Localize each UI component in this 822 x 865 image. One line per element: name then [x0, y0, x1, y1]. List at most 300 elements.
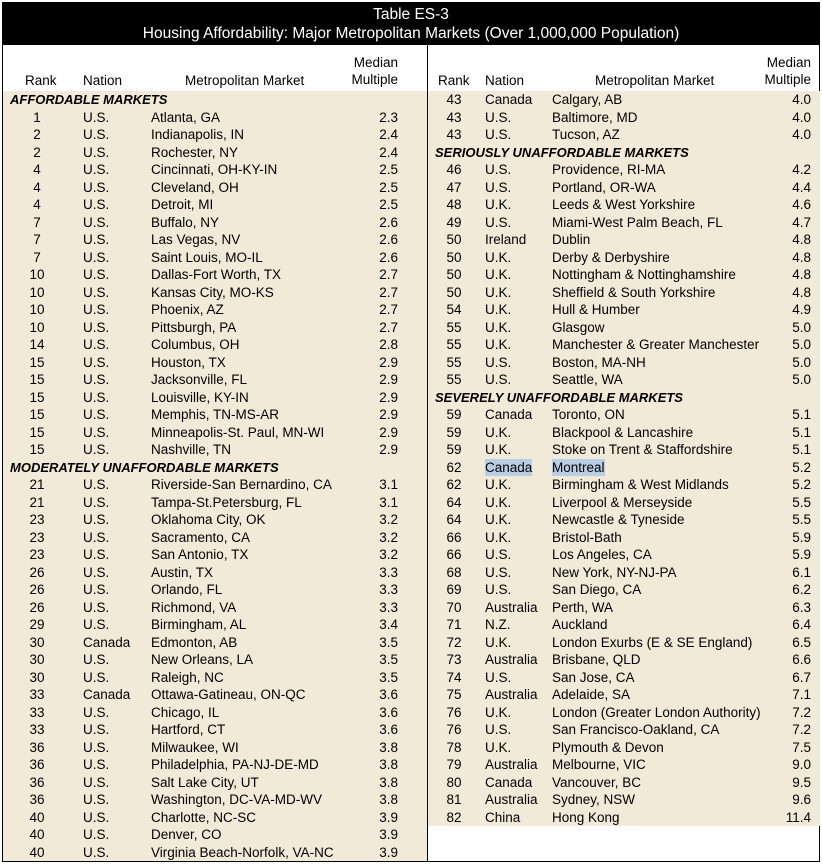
- nation-cell: U.K.: [485, 267, 512, 282]
- rank-cell: 72: [446, 634, 462, 650]
- multiple-cell: 3.5: [379, 652, 398, 667]
- rank-cell: 43: [446, 109, 462, 125]
- table-row: [3, 371, 427, 389]
- nation-cell: U.S.: [83, 389, 110, 405]
- rank-cell: 64: [446, 512, 462, 527]
- nation-cell: Canada: [83, 634, 131, 650]
- nation-cell: U.S.: [83, 179, 110, 195]
- multiple-cell: 3.9: [379, 844, 398, 860]
- multiple-cell: 2.9: [379, 354, 398, 370]
- rank-cell: 50: [446, 267, 462, 282]
- multiple-cell: 4.2: [792, 162, 811, 177]
- rank-cell: 4: [33, 179, 41, 195]
- multiple-cell: 2.9: [379, 389, 398, 405]
- table-row: [3, 161, 427, 179]
- nation-cell: U.S.: [485, 669, 512, 685]
- table-row: [428, 809, 820, 827]
- nation-cell: U.S.: [485, 354, 512, 370]
- nation-cell: U.K.: [485, 302, 512, 317]
- metro-cell: Riverside-San Bernardino, CA: [151, 477, 332, 492]
- nation-cell: Canada: [485, 459, 533, 475]
- nation-cell: U.S.: [83, 162, 110, 177]
- col-rank-header: Rank: [438, 73, 470, 88]
- multiple-cell: 5.0: [792, 354, 811, 370]
- table-row: [3, 406, 427, 424]
- nation-cell: U.K.: [485, 249, 512, 265]
- nation-cell: U.S.: [83, 722, 110, 737]
- col-multiple-header: [764, 54, 811, 88]
- multiple-cell: 7.2: [792, 704, 811, 720]
- nation-cell: U.S.: [83, 774, 110, 790]
- rank-cell: 2: [33, 127, 41, 142]
- table-row: [428, 109, 820, 127]
- nation-cell: U.K.: [485, 704, 512, 720]
- rank-cell: 15: [29, 372, 45, 387]
- nation-cell: U.K.: [485, 337, 512, 352]
- metro-cell: Indianapolis, IN: [151, 127, 245, 142]
- multiple-cell: 5.1: [792, 407, 811, 422]
- rank-cell: 75: [446, 687, 462, 702]
- nation-cell: Canada: [485, 774, 533, 790]
- metro-cell: Birmingham & West Midlands: [552, 477, 729, 492]
- rank-cell: 43: [446, 127, 462, 142]
- metro-cell: Virginia Beach-Norfolk, VA-NC: [151, 844, 334, 860]
- table-row: [428, 214, 820, 232]
- nation-cell: Australia: [485, 757, 538, 772]
- metro-cell: Newcastle & Tyneside: [552, 512, 685, 527]
- nation-cell: Australia: [485, 599, 538, 615]
- nation-cell: U.S.: [485, 547, 512, 562]
- multiple-cell: 4.8: [792, 267, 811, 282]
- table-row: [3, 424, 427, 442]
- nation-cell: Canada: [485, 407, 533, 422]
- nation-cell: U.S.: [83, 599, 110, 615]
- metro-cell: Dallas-Fort Worth, TX: [151, 267, 282, 282]
- multiple-cell: 2.9: [379, 372, 398, 387]
- multiple-cell: 5.2: [792, 477, 811, 492]
- multiple-cell: 3.3: [379, 599, 398, 615]
- table-row: [428, 284, 820, 302]
- rank-cell: 70: [446, 599, 462, 615]
- metro-cell: Nottingham & Nottinghamshire: [552, 267, 736, 282]
- nation-cell: U.S.: [83, 214, 110, 230]
- multiple-cell: 6.6: [792, 652, 811, 667]
- table-row: [3, 231, 427, 249]
- multiple-cell: 5.0: [792, 337, 811, 352]
- multiple-cell: 4.0: [792, 109, 811, 125]
- nation-cell: U.S.: [83, 109, 110, 125]
- rank-cell: 23: [29, 529, 45, 545]
- metro-cell: Orlando, FL: [151, 582, 223, 597]
- metro-cell: Brisbane, QLD: [552, 652, 641, 667]
- col-multiple-header-line2: Multiple: [351, 72, 398, 87]
- nation-cell: U.S.: [83, 197, 110, 212]
- table-row: [3, 319, 427, 337]
- table-row: [3, 564, 427, 582]
- rank-cell: 1: [33, 109, 41, 125]
- table-row: [3, 791, 427, 809]
- nation-cell: Australia: [485, 792, 538, 807]
- table-row: [428, 634, 820, 652]
- table-row: [428, 704, 820, 722]
- section-header: SEVERELY UNAFFORDABLE MARKETS: [428, 389, 820, 407]
- metro-cell: Tucson, AZ: [552, 127, 620, 142]
- table-row: [428, 529, 820, 547]
- nation-cell: U.S.: [83, 354, 110, 370]
- multiple-cell: 9.0: [792, 757, 811, 772]
- rank-cell: 10: [29, 319, 45, 335]
- table-row: [3, 301, 427, 319]
- multiple-cell: 9.6: [792, 792, 811, 807]
- table-row: [428, 441, 820, 459]
- section-header: SERIOUSLY UNAFFORDABLE MARKETS: [428, 144, 820, 162]
- rank-cell: 82: [446, 809, 462, 825]
- nation-cell: U.S.: [485, 564, 512, 580]
- rank-cell: 40: [29, 844, 45, 860]
- table-row: [3, 774, 427, 792]
- metro-cell: Louisville, KY-IN: [151, 389, 249, 405]
- metro-cell: Montreal: [552, 459, 605, 475]
- rank-cell: 54: [446, 302, 462, 317]
- table-row: [3, 599, 427, 617]
- multiple-cell: 5.5: [792, 512, 811, 527]
- table-row: [428, 266, 820, 284]
- rank-cell: 81: [446, 792, 462, 807]
- rank-cell: 30: [29, 634, 45, 650]
- rank-cell: 33: [29, 722, 45, 737]
- table-row: [3, 196, 427, 214]
- rank-cell: 78: [446, 739, 462, 755]
- metro-cell: Ottawa-Gatineau, ON-QC: [151, 687, 306, 702]
- metro-cell: Edmonton, AB: [151, 634, 238, 650]
- metro-cell: Phoenix, AZ: [151, 302, 224, 317]
- rank-cell: 55: [446, 354, 462, 370]
- column-headers-left: [3, 45, 427, 91]
- metro-cell: Hartford, CT: [151, 722, 226, 737]
- rank-cell: 66: [446, 529, 462, 545]
- table-row: [428, 179, 820, 197]
- rank-cell: 49: [446, 214, 462, 230]
- multiple-cell: 2.6: [379, 249, 398, 265]
- metro-cell: San Jose, CA: [552, 669, 635, 685]
- nation-cell: U.S.: [83, 792, 110, 807]
- rank-cell: 36: [29, 774, 45, 790]
- metro-cell: Kansas City, MO-KS: [151, 284, 274, 300]
- metro-cell: Auckland: [552, 617, 608, 632]
- multiple-cell: 2.7: [379, 284, 398, 300]
- metro-cell: New Orleans, LA: [151, 652, 254, 667]
- nation-cell: U.S.: [83, 477, 110, 492]
- metro-cell: Memphis, TN-MS-AR: [151, 407, 280, 422]
- multiple-cell: 2.4: [379, 127, 398, 142]
- table-row: [428, 494, 820, 512]
- table-row: [428, 774, 820, 792]
- multiple-cell: 3.5: [379, 669, 398, 685]
- table-row: [428, 791, 820, 809]
- metro-cell: Chicago, IL: [151, 704, 220, 720]
- metro-cell: Calgary, AB: [552, 92, 623, 107]
- table-row: [3, 739, 427, 757]
- multiple-cell: 2.7: [379, 302, 398, 317]
- table-row: [428, 354, 820, 372]
- metro-cell: Austin, TX: [151, 564, 214, 580]
- nation-cell: U.S.: [83, 512, 110, 527]
- rank-cell: 48: [446, 197, 462, 212]
- nation-cell: U.K.: [485, 494, 512, 510]
- nation-cell: U.S.: [83, 844, 110, 860]
- multiple-cell: 6.4: [792, 617, 811, 632]
- col-metro-header: Metropolitan Market: [595, 73, 715, 88]
- table-row: [3, 249, 427, 267]
- table-row: [428, 686, 820, 704]
- multiple-cell: 5.5: [792, 494, 811, 510]
- multiple-cell: 2.6: [379, 232, 398, 247]
- table-row: [428, 546, 820, 564]
- metro-cell: Blackpool & Lancashire: [552, 424, 694, 440]
- rank-cell: 62: [446, 477, 462, 492]
- multiple-cell: 2.3: [379, 109, 398, 125]
- section-header: AFFORDABLE MARKETS: [3, 91, 427, 109]
- metro-cell: Richmond, VA: [151, 599, 237, 615]
- nation-cell: U.K.: [485, 284, 512, 300]
- metro-cell: Providence, RI-MA: [552, 162, 666, 177]
- rank-cell: 40: [29, 827, 45, 842]
- metro-cell: Salt Lake City, UT: [151, 774, 259, 790]
- table-row: [428, 476, 820, 494]
- metro-cell: Manchester & Greater Manchester: [552, 337, 760, 352]
- table-row: [3, 109, 427, 127]
- multiple-cell: 6.7: [792, 669, 811, 685]
- rank-cell: 2: [33, 144, 41, 160]
- multiple-cell: 3.3: [379, 564, 398, 580]
- nation-cell: U.S.: [485, 214, 512, 230]
- rank-cell: 64: [446, 494, 462, 510]
- multiple-cell: 5.0: [792, 372, 811, 387]
- table-row: [428, 319, 820, 337]
- nation-cell: U.S.: [83, 582, 110, 597]
- multiple-cell: 3.8: [379, 739, 398, 755]
- nation-cell: U.S.: [83, 564, 110, 580]
- metro-cell: Washington, DC-VA-MD-WV: [151, 792, 323, 807]
- metro-cell: Hull & Humber: [552, 302, 640, 317]
- multiple-cell: 3.6: [379, 722, 398, 737]
- multiple-cell: 3.9: [379, 827, 398, 842]
- nation-cell: U.S.: [83, 302, 110, 317]
- table-row: [3, 336, 427, 354]
- table-id: Table ES-3: [373, 6, 449, 23]
- rank-cell: 80: [446, 774, 462, 790]
- multiple-cell: 3.3: [379, 582, 398, 597]
- multiple-cell: 3.6: [379, 687, 398, 702]
- rank-cell: 7: [33, 232, 41, 247]
- multiple-cell: 3.8: [379, 792, 398, 807]
- multiple-cell: 5.1: [792, 424, 811, 440]
- nation-cell: U.S.: [83, 249, 110, 265]
- table-row: [3, 756, 427, 774]
- rank-cell: 4: [33, 162, 41, 177]
- rank-cell: 59: [446, 407, 462, 422]
- right-rows: [428, 91, 820, 826]
- nation-cell: U.S.: [83, 547, 110, 562]
- multiple-cell: 2.5: [379, 197, 398, 212]
- metro-cell: Bristol-Bath: [552, 529, 622, 545]
- multiple-cell: 4.8: [792, 232, 811, 247]
- col-nation-header: Nation: [485, 73, 525, 88]
- metro-cell: Saint Louis, MO-IL: [151, 249, 263, 265]
- rank-cell: 10: [29, 267, 45, 282]
- col-multiple-header: [351, 54, 398, 88]
- table-row: [428, 231, 820, 249]
- col-multiple-header-line2: Multiple: [764, 72, 811, 87]
- multiple-cell: 6.5: [792, 634, 811, 650]
- nation-cell: U.S.: [83, 127, 110, 142]
- table-header: [3, 3, 819, 45]
- col-rank-header: Rank: [25, 73, 57, 88]
- metro-cell: Buffalo, NY: [151, 214, 220, 230]
- metro-cell: Toronto, ON: [552, 407, 625, 422]
- metro-cell: Liverpool & Merseyside: [552, 494, 693, 510]
- table-row: [3, 581, 427, 599]
- nation-cell: U.S.: [83, 144, 110, 160]
- multiple-cell: 2.5: [379, 179, 398, 195]
- metro-cell: Plymouth & Devon: [552, 739, 664, 755]
- nation-cell: Ireland: [485, 232, 527, 247]
- rank-cell: 71: [446, 617, 462, 632]
- table-row: [3, 144, 427, 162]
- multiple-cell: 3.1: [379, 477, 398, 492]
- metro-cell: Atlanta, GA: [151, 109, 221, 125]
- multiple-cell: 6.1: [792, 564, 811, 580]
- multiple-cell: 3.2: [379, 512, 398, 527]
- multiple-cell: 2.5: [379, 162, 398, 177]
- rank-cell: 7: [33, 214, 41, 230]
- metro-cell: Houston, TX: [151, 354, 226, 370]
- rank-cell: 30: [29, 652, 45, 667]
- metro-cell: Columbus, OH: [151, 337, 240, 352]
- metro-cell: Pittsburgh, PA: [151, 319, 237, 335]
- nation-cell: U.K.: [485, 739, 512, 755]
- nation-cell: U.K.: [485, 512, 512, 527]
- multiple-cell: 3.8: [379, 757, 398, 772]
- multiple-cell: 5.1: [792, 442, 811, 457]
- nation-cell: Canada: [83, 687, 131, 702]
- rank-cell: 55: [446, 337, 462, 352]
- rank-cell: 26: [29, 564, 45, 580]
- table-row: [3, 511, 427, 529]
- multiple-cell: 4.8: [792, 249, 811, 265]
- nation-cell: U.K.: [485, 477, 512, 492]
- table-row: [428, 599, 820, 617]
- multiple-cell: 4.8: [792, 284, 811, 300]
- rank-cell: 4: [33, 197, 41, 212]
- nation-cell: U.S.: [83, 442, 110, 457]
- metro-cell: Las Vegas, NV: [151, 232, 241, 247]
- table-page: [2, 2, 820, 862]
- rank-cell: 33: [29, 704, 45, 720]
- table-row: [428, 161, 820, 179]
- rank-cell: 40: [29, 809, 45, 825]
- nation-cell: U.S.: [485, 127, 512, 142]
- rank-cell: 26: [29, 582, 45, 597]
- left-rows: [3, 91, 427, 861]
- rank-cell: 21: [29, 477, 45, 492]
- metro-cell: Hong Kong: [552, 809, 620, 825]
- rank-cell: 74: [446, 669, 462, 685]
- table-row: [3, 686, 427, 704]
- multiple-cell: 2.6: [379, 214, 398, 230]
- table-row: [3, 441, 427, 459]
- table-row: [428, 459, 820, 477]
- nation-cell: Canada: [485, 92, 533, 107]
- table-row: [3, 476, 427, 494]
- table-row: [428, 581, 820, 599]
- table-title: Housing Affordability: Major Metropolitan Markets (Over 1,000,000 Population): [142, 25, 680, 42]
- multiple-cell: 2.7: [379, 267, 398, 282]
- rank-cell: 23: [29, 547, 45, 562]
- nation-cell: U.S.: [83, 652, 110, 667]
- multiple-cell: 4.6: [792, 197, 811, 212]
- multiple-cell: 4.9: [792, 302, 811, 317]
- metro-cell: Boston, MA-NH: [552, 354, 646, 370]
- table-row: [428, 126, 820, 144]
- multiple-cell: 3.2: [379, 547, 398, 562]
- metro-cell: Baltimore, MD: [552, 109, 638, 125]
- section-header: MODERATELY UNAFFORDABLE MARKETS: [3, 459, 427, 477]
- table-row: [428, 371, 820, 389]
- multiple-cell: 6.2: [792, 582, 811, 597]
- table-row: [428, 336, 820, 354]
- metro-cell: Miami-West Palm Beach, FL: [552, 214, 723, 230]
- rank-cell: 50: [446, 232, 462, 247]
- left-column: [3, 45, 428, 861]
- table-row: [428, 424, 820, 442]
- multiple-cell: 3.6: [379, 704, 398, 720]
- metro-cell: Los Angeles, CA: [552, 547, 652, 562]
- metro-cell: Dublin: [552, 232, 591, 247]
- table-row: [428, 651, 820, 669]
- rank-cell: 69: [446, 582, 462, 597]
- table-row: [428, 91, 820, 109]
- multiple-cell: 3.4: [379, 617, 398, 632]
- rank-cell: 43: [446, 92, 462, 107]
- col-nation-header: Nation: [83, 73, 123, 88]
- metro-cell: Jacksonville, FL: [151, 372, 248, 387]
- nation-cell: N.Z.: [485, 617, 511, 632]
- rank-cell: 15: [29, 354, 45, 370]
- rank-cell: 36: [29, 739, 45, 755]
- table-row: [428, 301, 820, 319]
- multiple-cell: 5.9: [792, 529, 811, 545]
- rank-cell: 15: [29, 407, 45, 422]
- multiple-cell: 2.7: [379, 319, 398, 335]
- multiple-cell: 5.2: [792, 459, 811, 475]
- table-row: [3, 179, 427, 197]
- rank-cell: 15: [29, 424, 45, 440]
- metro-cell: San Francisco-Oakland, CA: [552, 722, 720, 737]
- multiple-cell: 5.9: [792, 547, 811, 562]
- rank-cell: 10: [29, 284, 45, 300]
- col-metro-header: Metropolitan Market: [185, 73, 305, 88]
- nation-cell: U.K.: [485, 442, 512, 457]
- nation-cell: U.K.: [485, 634, 512, 650]
- table-row: [428, 564, 820, 582]
- rank-cell: 23: [29, 512, 45, 527]
- metro-cell: San Antonio, TX: [151, 547, 249, 562]
- multiple-cell: 7.5: [792, 739, 811, 755]
- rank-cell: 59: [446, 424, 462, 440]
- metro-cell: New York, NY-NJ-PA: [552, 564, 677, 580]
- table-row: [428, 669, 820, 687]
